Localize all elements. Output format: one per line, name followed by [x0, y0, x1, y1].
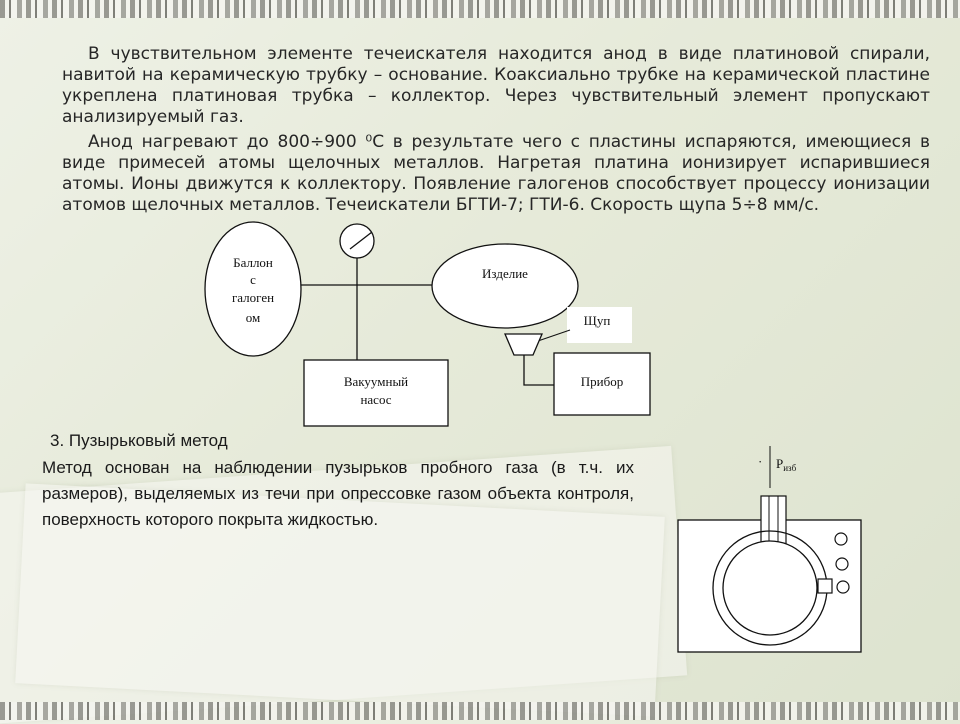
section-heading: 3. Пузырьковый метод	[50, 431, 228, 450]
pump-label-line: насос	[360, 392, 392, 407]
paragraph-anode-heating: Анод нагревают до 800÷900 ⁰С в результате чего с пластины испаряются, имеющиеся в виде примесей атомы щелочных металлов. Нагретая платина ионизирует испарившиеся атомы. Ионы движутся к коллектору. Появление галогенов способствует процессу ионизации атомов щелочных металлов. Течеискатели БГТИ-7; ГТИ-6. Скорость щупа 5÷8 мм/с.	[62, 132, 930, 215]
paragraph-sensor-element: В чувствительном элементе течеискателя находится анод в виде платиновой спирали, навитой на керамическую трубку – основание. Коаксиально трубке на керамической пластине укреплена платиновая трубка – коллектор. Через чувствительный элемент пропускают анализируемый газ.	[62, 44, 930, 127]
pump-label-line: Вакуумный	[343, 374, 409, 389]
balloon-label-line: галоген	[231, 290, 275, 305]
bubble-icon	[836, 558, 848, 570]
test-object-inner-ring	[723, 541, 817, 635]
pressure-subscript: изб	[783, 463, 797, 473]
marker-dot: ·	[758, 454, 763, 469]
bubble-icon	[837, 581, 849, 593]
probe-label: Щуп	[583, 313, 611, 328]
product-label: Изделие	[482, 266, 528, 281]
balloon-label-line: ом	[245, 310, 261, 325]
leak-point	[818, 579, 832, 593]
bubble-method-description: Метод основан на наблюдении пузырьков пробного газа (в т.ч. их размеров), выделяемых из течи при опрессовке газом объекта контроля, поверхность которого покрыта жидкостью.	[42, 458, 634, 529]
device-label: Прибор	[580, 374, 624, 389]
balloon-label-line: с	[250, 272, 256, 287]
pressure-label	[776, 456, 797, 473]
pressure-symbol: P	[776, 456, 784, 471]
balloon-label-line: Баллон	[233, 255, 273, 270]
bubble-icon	[835, 533, 847, 545]
bottom-decorative-stripe	[0, 702, 960, 720]
